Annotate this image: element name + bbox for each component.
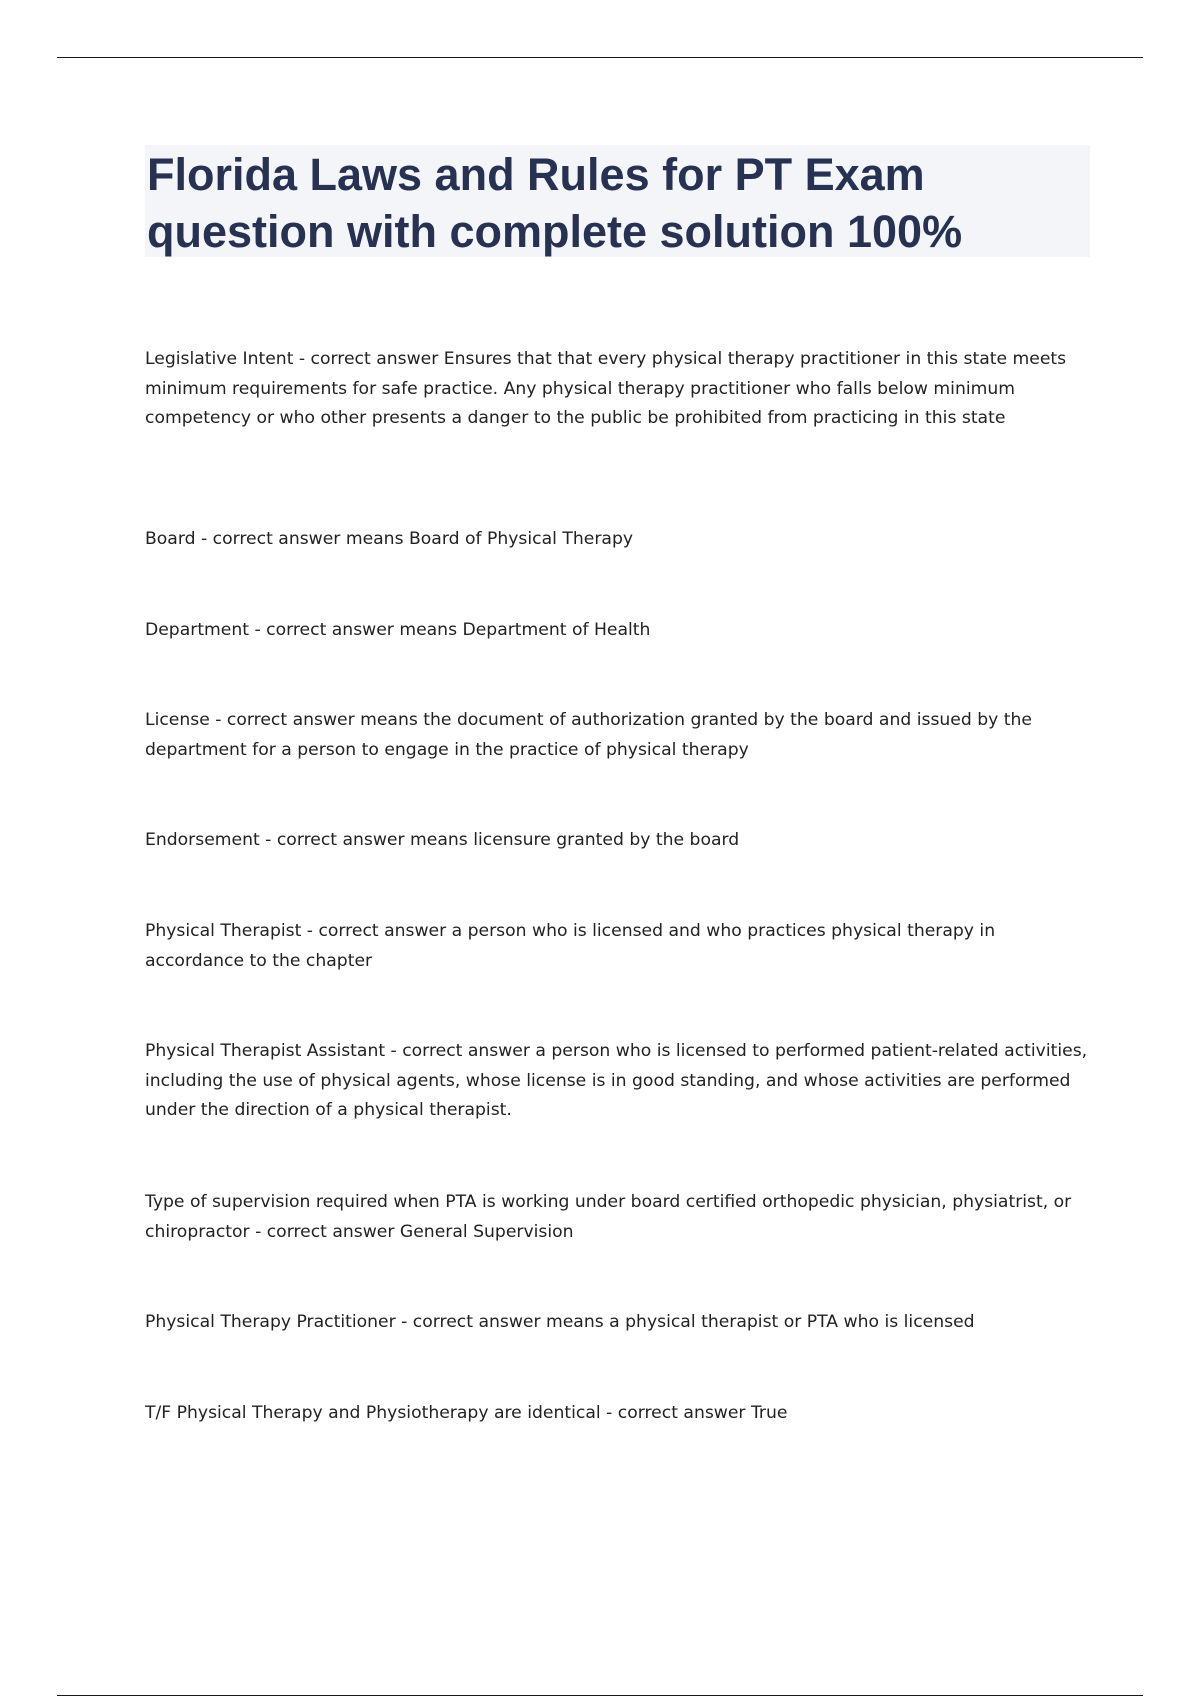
bottom-divider: [57, 1695, 1143, 1696]
qa-true-false-physiotherapy: T/F Physical Therapy and Physiotherapy are identical - correct answer True: [145, 1403, 788, 1423]
qa-license: License - correct answer means the document of authorization granted by the board and issued by the department for a person to engage in the practice of physical therapy: [145, 710, 1032, 760]
qa-physical-therapist: Physical Therapist - correct answer a person who is licensed and who practices physical therapy in accordance to the chapter: [145, 921, 996, 971]
qa-department: Department - correct answer means Department of Health: [145, 620, 651, 640]
top-divider: [57, 57, 1143, 58]
qa-physical-therapy-practitioner: Physical Therapy Practitioner - correct answer means a physical therapist or PTA who is licensed: [145, 1312, 975, 1332]
title-line-1: Florida Laws and Rules for PT Exam: [147, 149, 925, 200]
qa-physical-therapist-assistant: Physical Therapist Assistant - correct answer a person who is licensed to performed patient-related activities, including the use of physical agents, whose license is in good standing, and whose activities are performed under the direction of a physical therapist.: [145, 1041, 1088, 1120]
qa-supervision-type: Type of supervision required when PTA is working under board certified orthopedic physician, physiatrist, or chiropractor - correct answer General Supervision: [145, 1192, 1072, 1242]
qa-endorsement: Endorsement - correct answer means licensure granted by the board: [145, 830, 740, 850]
document-title: [145, 145, 1090, 257]
qa-board: Board - correct answer means Board of Physical Therapy: [145, 529, 634, 549]
qa-legislative-intent: Legislative Intent - correct answer Ensures that that every physical therapy practitioner in this state meets minimum requirements for safe practice. Any physical therapy practitioner who falls below minimum competency or who other presents a danger to the public be prohibited from practicing in this state: [145, 349, 1067, 428]
title-line-2: question with complete solution 100%: [147, 206, 963, 257]
